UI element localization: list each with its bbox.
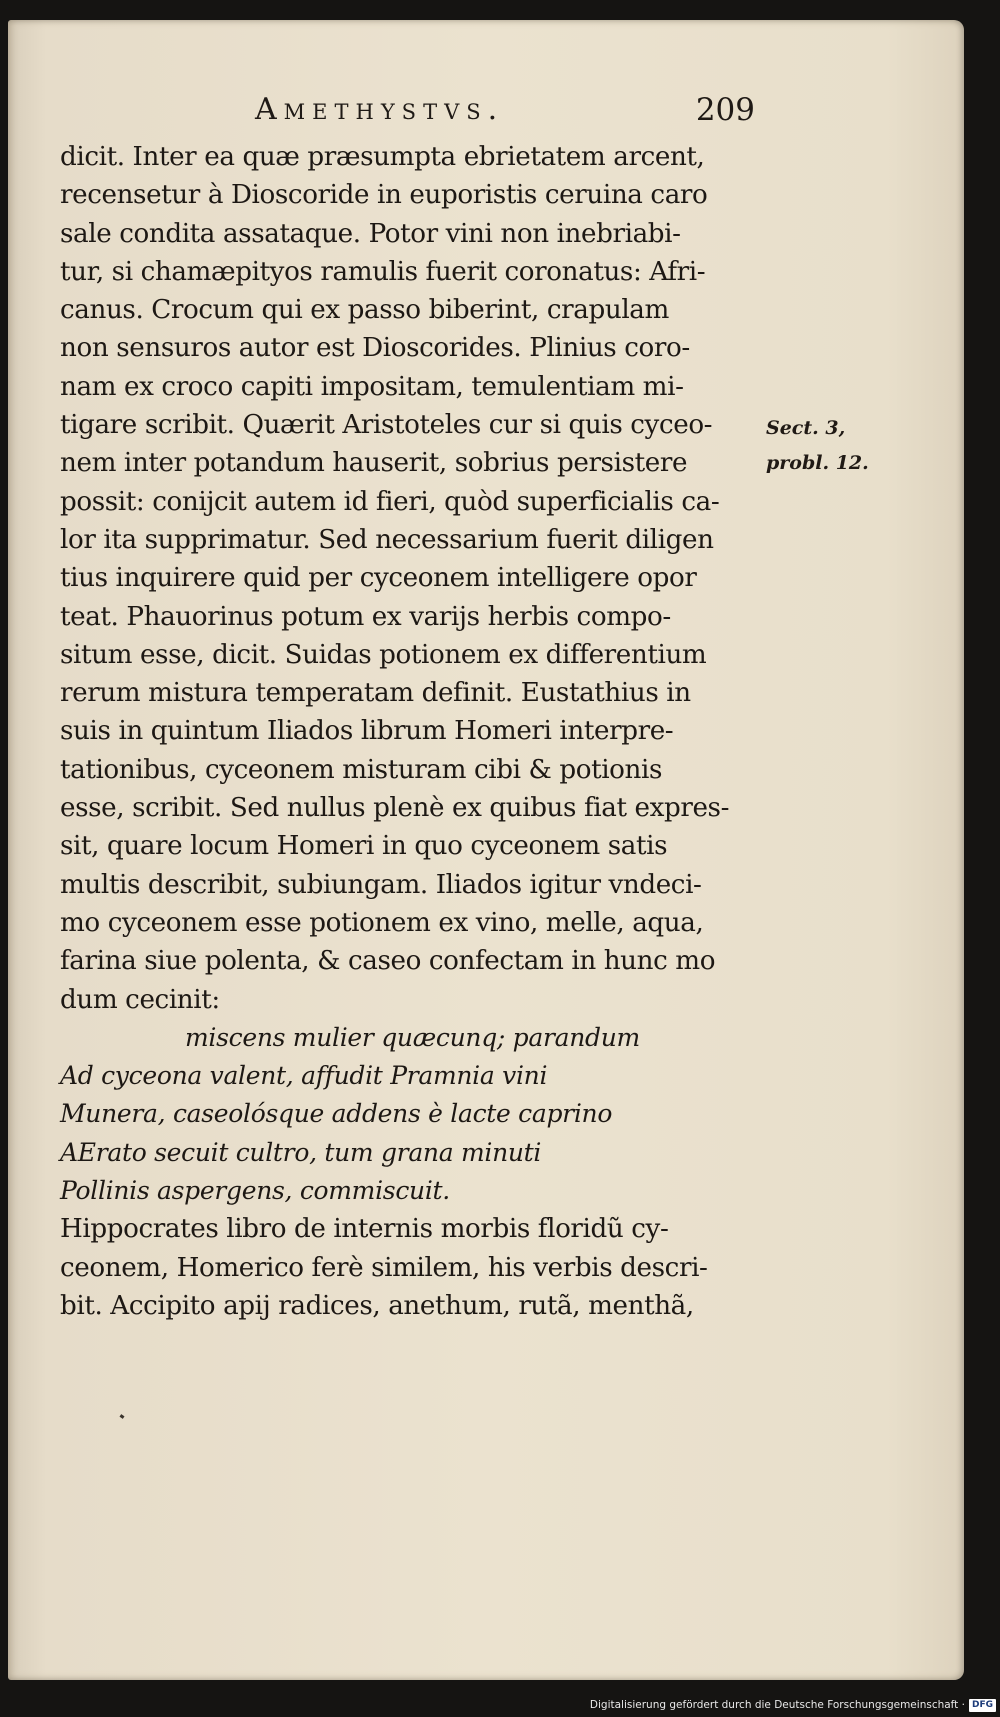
text-line: farina siue polenta, & caseo confectam in hunc mo [60,946,716,977]
main-text-block [60,138,760,1325]
text-line: multis describit, subiungam. Iliados igitur vndeci- [60,869,702,900]
text-line: recensetur à Dioscoride in euporistis ceruina caro [60,180,708,211]
text-line: teat. Phauorinus potum ex varijs herbis compo- [60,601,671,632]
text-line: situm esse, dicit. Suidas potionem ex differentium [60,639,707,670]
text-line: esse, scribit. Sed nullus plenè ex quibus fiat expres- [60,793,730,824]
page-header [255,92,755,132]
text-line: Hippocrates libro de internis morbis floridũ cy- [60,1214,669,1245]
text-line: canus. Crocum qui ex passo biberint, crapulam [60,295,669,326]
margin-note-section: Sect. 3, [766,417,846,439]
verse-line: AErato secuit cultro, tum grana minuti [60,1137,542,1167]
text-line: tur, si chamæpityos ramulis fuerit coronatus: Afri- [60,256,706,287]
text-line: rerum mistura temperatam definit. Eustathius in [60,678,691,709]
digitization-footer [590,1697,996,1713]
verse-line: miscens mulier quæcunq; parandum [185,1022,640,1052]
page-number: 209 [695,92,755,128]
verse-line: Ad cyceona valent, affudit Pramnia vini [60,1061,548,1091]
text-line: sale condita assataque. Potor vini non inebriabi- [60,218,681,249]
text-line: suis in quintum Iliados librum Homeri interpre- [60,716,674,747]
margin-note-problem: probl. 12. [766,452,869,474]
running-title: Amethystvs. [255,92,505,127]
funding-credit: Digitalisierung gefördert durch die Deutsche Forschungsgemeinschaft · [589,1699,965,1711]
text-line: dicit. Inter ea quæ præsumpta ebrietatem arcent, [60,142,705,172]
text-line: non sensuros autor est Dioscorides. Plinius coro- [60,333,690,364]
verse-line: Pollinis aspergens, commiscuit. [60,1176,450,1206]
text-line: sit, quare locum Homeri in quo cyceonem satis [60,831,668,862]
text-line: bit. Accipito apij radices, anethum, rutã, menthã, [60,1290,694,1321]
text-line: nem inter potandum hauserit, sobrius persistere [60,448,688,479]
text-line: ceonem, Homerico ferè similem, his verbis descri- [60,1252,708,1283]
text-line: mo cyceonem esse potionem ex vino, melle, aqua, [60,907,704,938]
text-line: possit: conijcit autem id fieri, quòd superficialis ca- [60,486,720,517]
text-line: tigare scribit. Quærit Aristoteles cur si quis cyceo- [60,410,713,441]
dfg-logo: DFG [969,1699,996,1712]
text-line: nam ex croco capiti impositam, temulentiam mi- [60,371,684,402]
verse-line: Munera, caseolósque addens è lacte caprino [60,1099,613,1129]
text-line: lor ita supprimatur. Sed necessarium fuerit diligen [60,524,714,555]
text-line: dum cecinit: [60,984,220,1015]
text-line: tius inquirere quid per cyceonem intelligere opor [60,563,697,594]
text-line: tationibus, cyceonem misturam cibi & potionis [60,754,663,785]
